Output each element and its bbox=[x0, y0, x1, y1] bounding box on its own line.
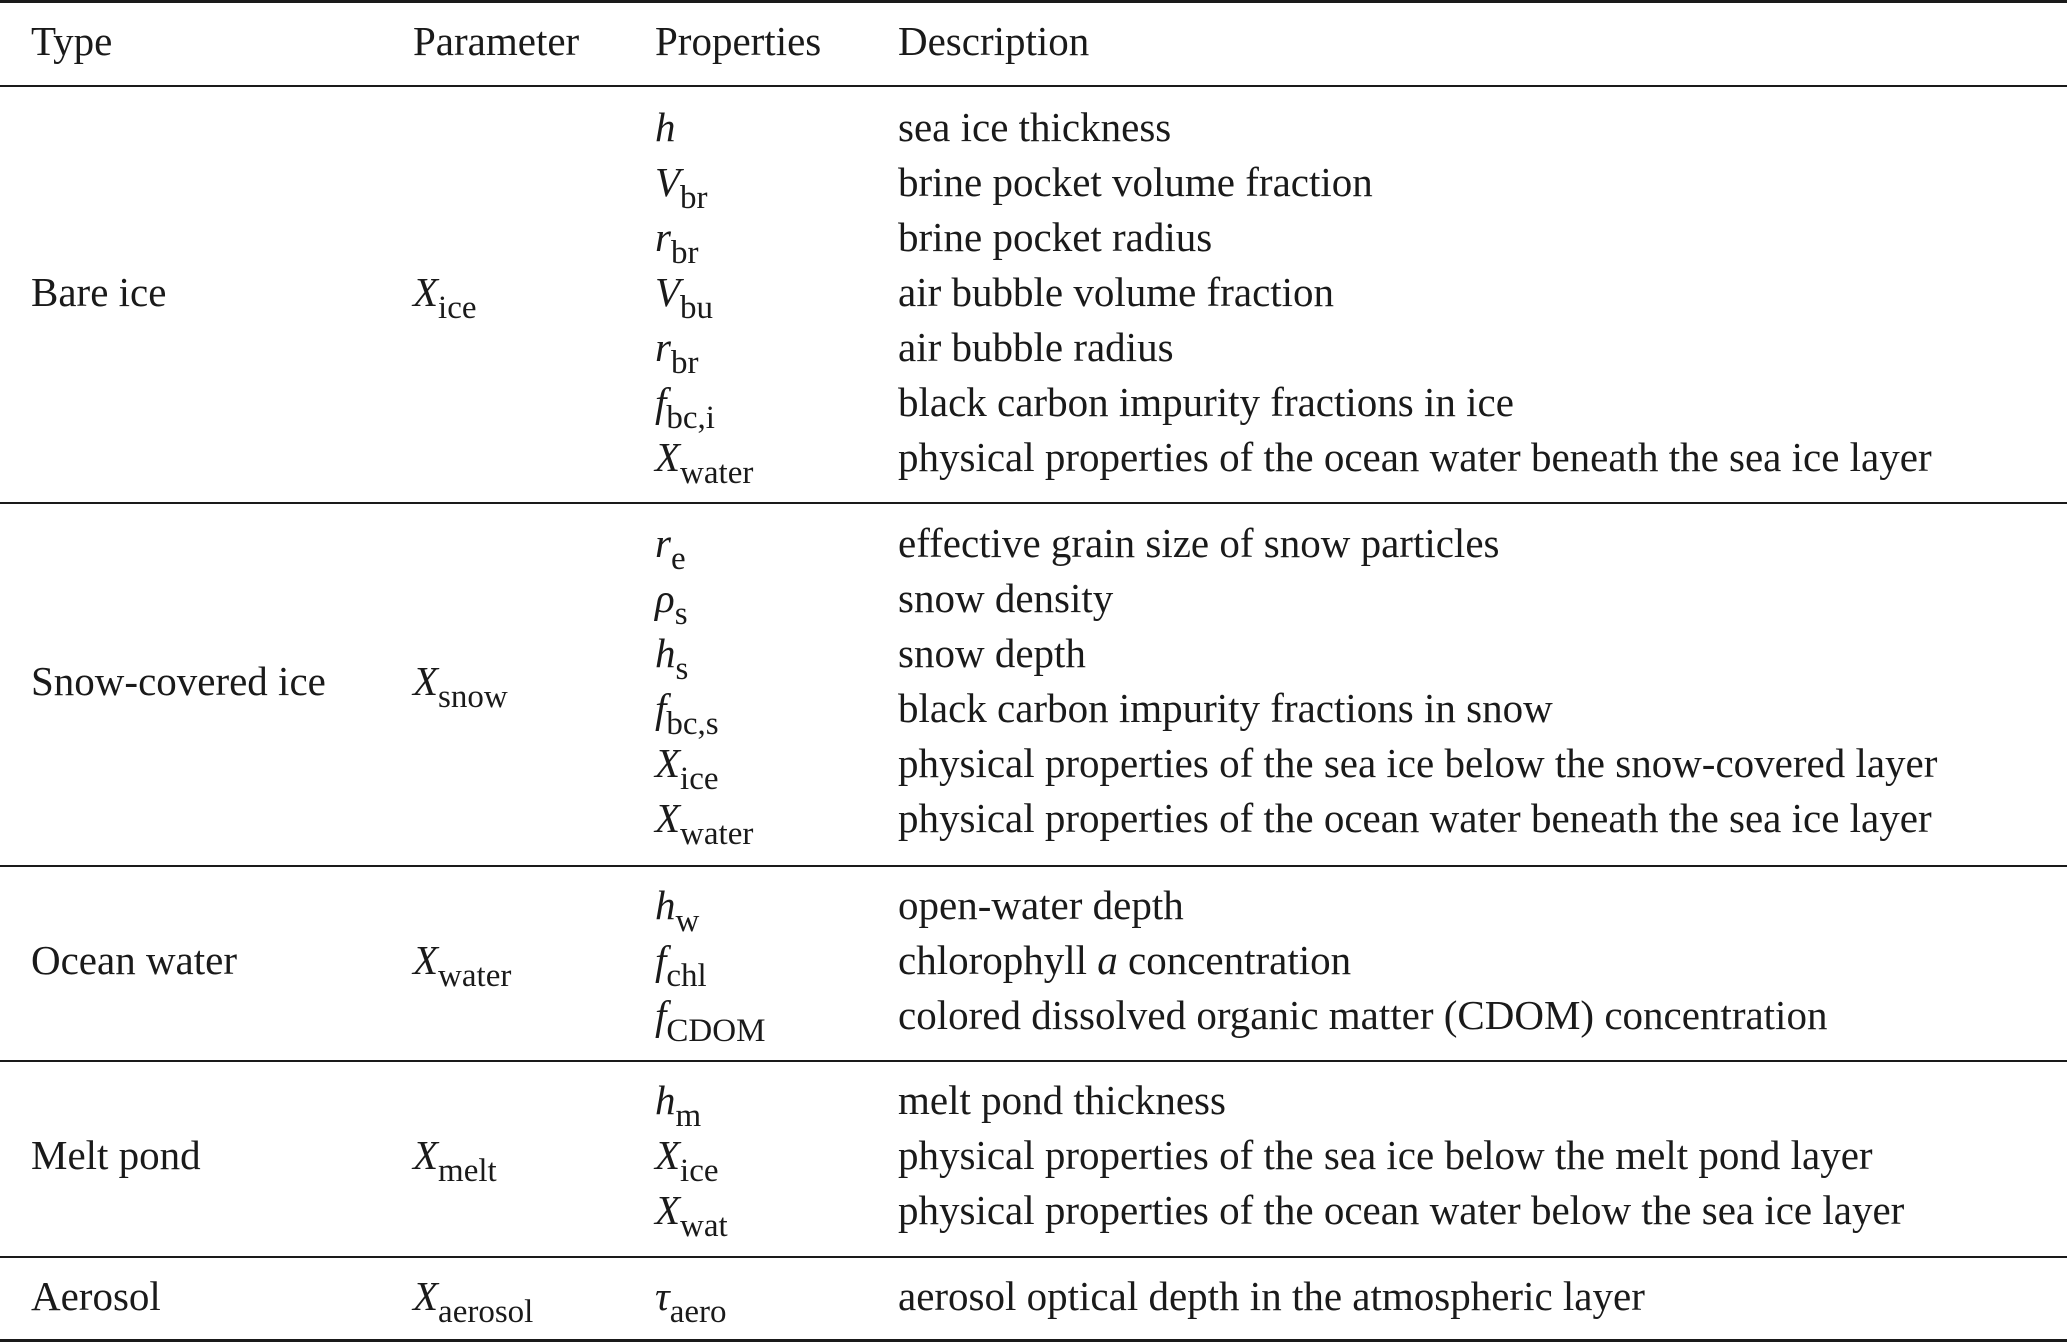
property-symbol-base: f bbox=[655, 937, 667, 983]
property-symbol bbox=[655, 937, 707, 994]
property-symbol bbox=[655, 269, 714, 326]
description-cell: physical properties of the ocean water beneath the sea ice layer bbox=[898, 795, 1932, 841]
property-symbol-subscript: s bbox=[674, 596, 688, 632]
group-separator-rule bbox=[0, 865, 2067, 867]
description-cell: brine pocket volume fraction bbox=[898, 159, 1373, 205]
property-symbol-subscript: br bbox=[670, 345, 699, 381]
property-symbol bbox=[655, 324, 699, 381]
property-symbol-base: X bbox=[655, 1132, 681, 1178]
bottom-rule bbox=[0, 1339, 2067, 1342]
property-symbol bbox=[655, 214, 699, 271]
property-symbol bbox=[655, 104, 676, 150]
group-parameter-symbol bbox=[413, 1273, 534, 1330]
property-cell bbox=[655, 320, 699, 381]
group-parameter-symbol-base: X bbox=[413, 937, 439, 983]
group-type-label: Aerosol bbox=[31, 1273, 161, 1319]
property-symbol-subscript: bc,i bbox=[666, 400, 715, 436]
group-parameter-symbol bbox=[413, 657, 508, 715]
group-parameter-symbol-subscript: melt bbox=[438, 1153, 497, 1189]
property-cell bbox=[655, 1073, 702, 1134]
property-symbol bbox=[655, 740, 719, 797]
header-description: Description bbox=[898, 18, 1090, 64]
group-parameter-symbol-subscript: ice bbox=[438, 290, 477, 326]
group-parameter-symbol bbox=[413, 937, 512, 994]
property-symbol-subscript: s bbox=[675, 651, 689, 687]
group-separator-rule bbox=[0, 1256, 2067, 1258]
property-symbol bbox=[655, 992, 766, 1049]
description-cell: physical properties of the ocean water beneath the sea ice layer bbox=[898, 434, 1932, 480]
group-type-label: Bare ice bbox=[31, 269, 167, 315]
property-cell bbox=[655, 1269, 727, 1330]
property-symbol-subscript: bu bbox=[680, 290, 714, 326]
group-parameter bbox=[413, 654, 508, 715]
description-text: concentration bbox=[1117, 937, 1352, 983]
group-type-label: Ocean water bbox=[31, 937, 238, 983]
property-symbol-base: V bbox=[655, 269, 681, 315]
header-rule bbox=[0, 85, 2067, 87]
description-cell: melt pond thickness bbox=[898, 1077, 1226, 1123]
group-parameter bbox=[413, 265, 477, 326]
property-cell bbox=[655, 933, 707, 994]
top-rule bbox=[0, 0, 2067, 3]
property-cell bbox=[655, 155, 708, 216]
property-symbol bbox=[655, 1187, 728, 1244]
property-symbol bbox=[655, 882, 700, 939]
property-symbol-subscript: aero bbox=[669, 1294, 727, 1330]
property-symbol-base: f bbox=[655, 992, 667, 1038]
property-symbol bbox=[655, 520, 686, 577]
property-symbol-subscript: ice bbox=[680, 1153, 719, 1189]
group-parameter bbox=[413, 1128, 497, 1189]
header-parameter: Parameter bbox=[413, 18, 580, 64]
group-separator-rule bbox=[0, 1060, 2067, 1062]
group-type-label: Melt pond bbox=[31, 1132, 201, 1178]
group-parameter bbox=[413, 1269, 534, 1330]
description-cell: colored dissolved organic matter (CDOM) concentration bbox=[898, 992, 1828, 1038]
property-symbol-subscript: br bbox=[670, 235, 699, 271]
property-cell bbox=[655, 878, 700, 939]
description-cell: air bubble volume fraction bbox=[898, 269, 1335, 315]
property-symbol-subscript: bc,s bbox=[666, 706, 719, 742]
property-cell bbox=[655, 681, 719, 742]
property-cell bbox=[655, 265, 714, 326]
property-symbol-base: r bbox=[655, 214, 671, 260]
property-symbol-subscript: water bbox=[680, 455, 754, 491]
group-parameter-symbol bbox=[413, 1132, 497, 1189]
property-symbol-base: X bbox=[655, 434, 681, 480]
property-symbol bbox=[655, 1273, 727, 1330]
property-cell bbox=[655, 736, 719, 797]
description-cell: sea ice thickness bbox=[898, 104, 1172, 150]
property-symbol bbox=[655, 685, 719, 742]
description-cell: black carbon impurity fractions in snow bbox=[898, 685, 1553, 731]
group-parameter-symbol-subscript: snow bbox=[438, 678, 508, 715]
description-cell: open-water depth bbox=[898, 882, 1184, 928]
property-cell bbox=[655, 791, 754, 852]
property-symbol bbox=[655, 379, 715, 436]
property-cell bbox=[655, 430, 754, 491]
property-symbol bbox=[655, 630, 689, 687]
description-cell: black carbon impurity fractions in ice bbox=[898, 379, 1514, 425]
description-cell: physical properties of the ocean water below the sea ice layer bbox=[898, 1187, 1905, 1233]
group-parameter-symbol bbox=[413, 269, 477, 326]
property-symbol-subscript: water bbox=[680, 816, 754, 852]
description-cell: aerosol optical depth in the atmospheric layer bbox=[898, 1273, 1645, 1319]
description-cell: snow density bbox=[898, 575, 1114, 621]
property-symbol-subscript: chl bbox=[666, 958, 707, 994]
header-type: Type bbox=[31, 18, 113, 64]
description-cell: physical properties of the sea ice below the melt pond layer bbox=[898, 1132, 1873, 1178]
group-separator-rule bbox=[0, 502, 2067, 504]
group-parameter bbox=[413, 933, 512, 994]
group-parameter-symbol-subscript: water bbox=[438, 958, 512, 994]
group-parameter-symbol-base: X bbox=[413, 657, 439, 704]
property-symbol bbox=[655, 1132, 719, 1189]
property-cell bbox=[655, 516, 686, 577]
property-cell bbox=[655, 571, 688, 632]
property-symbol-base: V bbox=[655, 159, 681, 205]
group-parameter-symbol-base: X bbox=[413, 1273, 439, 1319]
description-cell: snow depth bbox=[898, 630, 1086, 676]
property-symbol-base: h bbox=[655, 882, 676, 928]
property-symbol bbox=[655, 434, 754, 491]
group-parameter-symbol-base: X bbox=[413, 1132, 439, 1178]
property-symbol-base: X bbox=[655, 1187, 681, 1233]
property-symbol bbox=[655, 1077, 702, 1134]
description-cell: air bubble radius bbox=[898, 324, 1174, 370]
property-symbol-subscript: m bbox=[675, 1098, 702, 1134]
description-cell: physical properties of the sea ice below the snow-covered layer bbox=[898, 740, 1938, 786]
property-symbol-base: X bbox=[655, 740, 681, 786]
description-italic-symbol: a bbox=[1097, 937, 1118, 983]
property-cell bbox=[655, 1183, 728, 1244]
property-cell bbox=[655, 1128, 719, 1189]
property-symbol-subscript: wat bbox=[680, 1208, 728, 1244]
property-symbol-subscript: br bbox=[680, 180, 708, 216]
property-cell bbox=[655, 626, 689, 687]
property-cell bbox=[655, 100, 676, 155]
group-parameter-symbol-base: X bbox=[413, 269, 439, 315]
group-type-label: Snow-covered ice bbox=[31, 657, 326, 704]
property-cell bbox=[655, 210, 699, 271]
property-symbol-subscript: ice bbox=[680, 761, 719, 797]
description-cell bbox=[898, 933, 1351, 988]
header-properties: Properties bbox=[655, 18, 822, 64]
property-symbol-subscript: e bbox=[670, 541, 686, 577]
property-cell bbox=[655, 988, 766, 1049]
group-parameter-symbol-subscript: aerosol bbox=[438, 1294, 534, 1330]
property-symbol bbox=[655, 795, 754, 852]
property-symbol-base: h bbox=[655, 630, 676, 676]
description-text: chlorophyll bbox=[898, 937, 1098, 983]
property-symbol-base: h bbox=[655, 104, 676, 150]
property-symbol bbox=[655, 159, 708, 216]
property-cell bbox=[655, 375, 715, 436]
property-symbol-base: f bbox=[655, 379, 667, 425]
property-symbol-subscript: CDOM bbox=[666, 1013, 766, 1049]
property-symbol-base: r bbox=[655, 324, 671, 370]
property-symbol-base: ρ bbox=[655, 575, 675, 621]
property-symbol-base: h bbox=[655, 1077, 676, 1123]
property-symbol-base: r bbox=[655, 520, 671, 566]
description-cell: effective grain size of snow particles bbox=[898, 520, 1500, 566]
property-symbol-base: τ bbox=[655, 1273, 670, 1319]
property-symbol-base: X bbox=[655, 795, 681, 841]
property-symbol-subscript: w bbox=[675, 903, 700, 939]
description-cell: brine pocket radius bbox=[898, 214, 1213, 260]
property-symbol bbox=[655, 575, 688, 632]
property-symbol-base: f bbox=[655, 685, 667, 731]
